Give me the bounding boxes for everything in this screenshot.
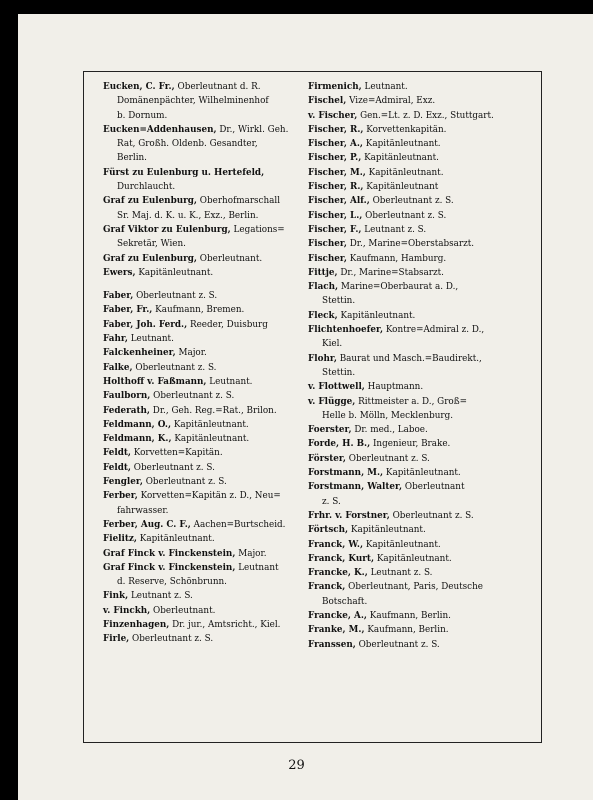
entry-name: Francke, A., [308,610,367,621]
entry-name: Flichtenhoefer, [308,325,384,336]
directory-entry [308,180,516,194]
entry-first-line [103,632,291,646]
directory-entry [103,252,291,266]
entry-first-line [103,547,291,561]
directory-entry [103,318,291,332]
directory-entry [103,618,291,632]
entry-detail: Oberleutnant z. S. [135,362,217,373]
entry-name: Franck, W., [308,539,364,550]
directory-entry [308,538,516,552]
entry-first-line [308,123,516,137]
entry-first-line [308,352,516,366]
entry-name: v. Flügge, [308,396,356,407]
entry-first-line [308,538,516,552]
entry-first-line [308,380,516,394]
entry-first-line [308,194,516,208]
entry-name: Federath, [103,405,150,416]
entry-first-line [308,151,516,165]
entry-first-line [308,509,516,523]
entry-continuation: Domänenpächter, Wilhelminenhof [117,96,269,107]
entry-first-line [103,589,291,603]
entry-detail: Kapitänleutnant. [368,167,444,178]
entry-detail: Gen.=Lt. z. D. Exz., Stuttgart. [360,110,494,121]
entry-detail: Oberleutnant, Paris, Deutsche [348,582,483,593]
entry-detail: Kaufmann, Hamburg. [349,253,447,264]
entry-detail: Kapitänleutnant. [138,267,214,278]
entry-detail: Oberleutnant z. S. [153,391,235,402]
entry-detail: Kapitänleutnant. [340,310,416,321]
directory-entry [308,509,516,523]
directory-entry [103,166,291,195]
directory-entry [308,566,516,580]
directory-entry [308,280,516,309]
entry-first-line [103,223,291,237]
directory-entry [308,166,516,180]
entry-name: Foerster, [308,425,352,436]
entry-continuation: Botschaft. [322,596,368,607]
directory-entry [308,395,516,424]
entry-gap [103,280,291,289]
entry-name: Holthoff v. Faßmann, [103,376,207,387]
entry-name: Fittje, [308,267,338,278]
entry-name: Fischer, [308,253,347,264]
entry-continuation: Durchlaucht. [117,182,176,193]
entry-first-line [103,166,291,180]
entry-first-line [103,80,291,94]
directory-entry [103,475,291,489]
entry-continuation: fahrwasser. [117,505,169,516]
entry-first-line [103,432,291,446]
entry-first-line [308,223,516,237]
entry-detail: Dr. med., Laboe. [354,425,428,436]
entry-detail: Kaufmann, Berlin. [369,610,451,621]
entry-name: Fink, [103,591,129,602]
directory-entry [103,223,291,252]
directory-entry [308,123,516,137]
entry-first-line [103,446,291,460]
entry-name: Ferber, Aug. C. F., [103,519,191,530]
directory-entry [308,137,516,151]
entry-detail: Marine=Oberbaurat a. D., [340,282,459,293]
entry-detail: Oberleutnant z. S. [348,453,430,464]
entry-detail: Oberleutnant z. S. [392,510,474,521]
entry-continuation: Rat, Großh. Oldenb. Gesandter, [117,139,258,150]
entry-name: Graf Viktor zu Eulenburg, [103,224,231,235]
entry-first-line [103,518,291,532]
entry-detail: Ingenieur, Brake. [372,439,451,450]
entry-name: v. Finckh, [103,605,151,616]
entry-first-line [308,252,516,266]
directory-entry [308,623,516,637]
directory-entry [103,547,291,561]
entry-first-line [103,404,291,418]
entry-detail: Leutnant. [130,334,174,345]
entry-first-line [103,289,291,303]
entry-name: Feldt, [103,448,131,459]
directory-entry [103,418,291,432]
directory-entry [103,194,291,223]
entry-name: Förster, [308,453,346,464]
entry-name: v. Fischer, [308,110,358,121]
entry-name: Franck, Kurt, [308,553,375,564]
entry-detail: Dr., Wirkl. Geh. [219,124,289,135]
directory-entry [103,461,291,475]
directory-entry [103,561,291,590]
entry-detail: Korvettenkapitän. [366,124,447,135]
entry-detail: Major. [238,548,267,559]
entry-detail: Leutnant. [364,82,408,92]
entry-first-line [308,266,516,280]
directory-entry [103,375,291,389]
entry-first-line [103,561,291,575]
entry-name: Franke, M., [308,625,365,636]
entry-first-line [308,638,516,652]
entry-first-line [103,418,291,432]
directory-entry [103,518,291,532]
directory-entry [103,332,291,346]
entry-name: Fengler, [103,477,143,488]
entry-detail: Korvetten=Kapitän. [133,448,223,459]
directory-entry [308,194,516,208]
directory-entry [103,266,291,280]
entry-detail: Reeder, Duisburg [189,319,268,330]
directory-entry [308,452,516,466]
entry-name: Frhr. v. Forstner, [308,510,390,521]
entry-name: Fischer, [308,239,347,250]
page-number: 29 [288,758,305,773]
entry-detail: Leutnant. [209,376,253,387]
entry-detail: Baurat und Masch.=Baudirekt., [339,353,482,364]
entry-name: Feldmann, O., [103,419,172,430]
entry-detail: Kapitänleutnant. [376,553,452,564]
entry-detail: Kapitänleutnant. [365,539,441,550]
entry-name: Ferber, [103,491,138,502]
entry-name: Falke, [103,362,133,373]
directory-entry [103,80,291,123]
entry-detail: Kapitänleutnant. [139,534,215,545]
entry-detail: Kaufmann, Berlin. [367,625,449,636]
entry-first-line [308,137,516,151]
entry-name: Fischer, L., [308,210,363,221]
entry-detail: Kapitänleutnant. [350,525,426,536]
entry-first-line [103,361,291,375]
entry-name: Firmenich, [308,82,362,92]
directory-entry [308,151,516,165]
entry-detail: Kapitänleutnant. [364,153,439,164]
entry-detail: Leutnant z. S. [364,224,427,235]
directory-entry [308,266,516,280]
entry-name: Faulborn, [103,391,151,402]
entry-detail: Oberleutnant. [199,253,263,264]
entry-first-line [103,489,291,503]
entry-name: Graf Finck v. Finckenstein, [103,548,236,559]
entry-name: Fischer, R., [308,182,364,193]
entry-detail: Oberhofmarschall [199,196,281,207]
entry-first-line [103,618,291,632]
entry-name: Graf zu Eulenburg, [103,196,197,207]
entry-first-line [308,80,516,94]
entry-name: Finzenhagen, [103,619,170,630]
entry-first-line [308,523,516,537]
entry-name: Forstmann, Walter, [308,482,403,493]
entry-detail: Vize=Admiral, Exz. [349,96,436,107]
directory-entry [103,604,291,618]
entry-first-line [308,237,516,251]
entry-first-line [103,123,291,137]
entry-detail: Oberleutnant z. S. [358,639,440,650]
entry-first-line [103,475,291,489]
entry-first-line [308,395,516,409]
entry-detail: Dr. jur., Amtsricht., Kiel. [172,619,281,630]
entry-detail: Kapitänleutnant. [365,139,441,150]
directory-entry [103,289,291,303]
entry-detail: Kapitänleutnant. [385,468,461,479]
directory-entry [103,432,291,446]
entry-name: Fischer, R., [308,124,364,135]
entry-first-line [308,180,516,194]
entry-continuation: Stettin. [322,367,356,378]
directory-entry [308,437,516,451]
entry-continuation: z. S. [322,496,341,507]
directory-entry [308,552,516,566]
entry-continuation: Helle b. Mölln, Mecklenburg. [322,410,454,421]
entry-detail: Dr., Marine=Stabsarzt. [340,267,444,278]
left-column [103,80,291,647]
entry-detail: Aachen=Burtscheid. [193,519,286,530]
entry-name: Fischer, F., [308,224,362,235]
entry-name: Fleck, [308,310,338,321]
entry-first-line [103,461,291,475]
entry-first-line [308,566,516,580]
entry-first-line [308,323,516,337]
entry-first-line [308,580,516,594]
directory-entry [308,352,516,381]
entry-detail: Korvetten=Kapitän z. D., Neu= [140,491,281,502]
entry-continuation: d. Reserve, Schönbrunn. [117,577,227,588]
entry-first-line [103,604,291,618]
entry-detail: Leutnant z. S. [370,568,433,579]
directory-entry [308,252,516,266]
directory-entry [308,580,516,609]
entry-detail: Kapitänleutnant. [173,419,249,430]
entry-continuation: b. Dornum. [117,110,168,121]
entry-name: v. Flottwell, [308,382,365,393]
entry-name: Flach, [308,282,339,293]
entry-detail: Oberleutnant z. S. [145,477,227,488]
entry-continuation: Berlin. [117,153,147,164]
entry-first-line [103,332,291,346]
directory-entry [308,323,516,352]
entry-name: Feldmann, K., [103,434,172,445]
entry-name: Feldt, [103,462,131,473]
entry-name: Fischer, M., [308,167,366,178]
entry-name: Faber, [103,291,134,302]
entry-detail: Kaufmann, Bremen. [155,305,245,316]
entry-name: Fürst zu Eulenburg u. Hertefeld, [103,167,265,178]
directory-entry [308,80,516,94]
entry-name: Flohr, [308,353,337,364]
directory-entry [308,466,516,480]
entry-name: Franck, [308,582,346,593]
entry-first-line [308,109,516,123]
entry-detail: Oberleutnant. [153,605,216,616]
entry-detail: Kapitänleutnant. [174,434,250,445]
directory-entry [308,223,516,237]
entry-name: Fischer, Alf., [308,196,370,207]
entry-name: Förtsch, [308,525,349,536]
entry-detail: Dr., Marine=Oberstabsarzt. [349,239,475,250]
entry-name: Fischer, P., [308,153,362,164]
entry-name: Eucken, C. Fr., [103,82,175,92]
entry-detail: Kontre=Admiral z. D., [385,325,485,336]
entry-detail: Oberleutnant z. S. [133,462,215,473]
entry-first-line [308,437,516,451]
directory-entry [308,94,516,108]
entry-first-line [103,252,291,266]
entry-detail: Dr., Geh. Reg.=Rat., Brilon. [152,405,277,416]
entry-first-line [308,609,516,623]
entry-detail: Oberleutnant z. S. [132,634,214,645]
directory-entry [103,123,291,166]
directory-entry [103,446,291,460]
entry-name: Firle, [103,634,130,645]
directory-entry [103,532,291,546]
entry-detail: Kapitänleutnant [366,182,439,193]
entry-detail: Oberleutnant [404,482,465,493]
entry-first-line [308,280,516,294]
entry-first-line [103,532,291,546]
entry-detail: Hauptmann. [367,382,424,393]
entry-first-line [308,466,516,480]
entry-detail: Rittmeister a. D., Groß= [358,396,467,407]
entry-name: Graf zu Eulenburg, [103,253,197,264]
entry-detail: Oberleutnant z. S. [372,196,454,207]
entry-continuation: Sekretär, Wien. [117,239,186,250]
directory-entry [103,303,291,317]
entry-detail: Oberleutnant d. R. [177,82,261,92]
entry-name: Franssen, [308,639,356,650]
entry-name: Falckenheiner, [103,348,176,359]
entry-name: Ewers, [103,267,136,278]
entry-name: Fischel, [308,96,347,107]
entry-first-line [103,375,291,389]
directory-entry [308,423,516,437]
entry-first-line [308,452,516,466]
entry-first-line [103,266,291,280]
entry-detail: Leutnant z. S. [130,591,193,602]
directory-entry [308,309,516,323]
entry-name: Faber, Joh. Ferd., [103,319,188,330]
entry-first-line [308,623,516,637]
directory-entry [308,380,516,394]
entry-name: Forstmann, M., [308,468,384,479]
entry-detail: Leutnant [238,562,279,573]
directory-entry [308,523,516,537]
entry-continuation: Stettin. [322,296,356,307]
directory-entry [103,589,291,603]
entry-detail: Oberleutnant z. S. [365,210,447,221]
directory-entry [308,609,516,623]
entry-first-line [308,166,516,180]
directory-entry [103,404,291,418]
entry-first-line [308,552,516,566]
entry-first-line [103,194,291,208]
directory-entry [103,361,291,375]
entry-first-line [308,423,516,437]
entry-first-line [103,303,291,317]
entry-first-line [103,346,291,360]
entry-first-line [308,94,516,108]
entry-name: Fielitz, [103,534,137,545]
entry-continuation: Sr. Maj. d. K. u. K., Exz., Berlin. [117,210,259,221]
right-column [308,80,516,652]
entry-detail: Oberleutnant z. S. [136,291,218,302]
entry-name: Graf Finck v. Finckenstein, [103,562,236,573]
entry-name: Faber, Fr., [103,305,153,316]
directory-entry [308,237,516,251]
directory-entry [103,346,291,360]
entry-name: Francke, K., [308,568,368,579]
entry-first-line [308,480,516,494]
directory-entry [103,632,291,646]
entry-first-line [103,389,291,403]
directory-entry [103,489,291,518]
directory-entry [103,389,291,403]
entry-name: Fischer, A., [308,139,363,150]
directory-entry [308,209,516,223]
directory-entry [308,638,516,652]
directory-entry [308,480,516,509]
entry-continuation: Kiel. [322,339,343,350]
entry-name: Eucken=Addenhausen, [103,124,217,135]
entry-first-line [308,309,516,323]
directory-entry [308,109,516,123]
entry-first-line [308,209,516,223]
entry-detail: Major. [178,348,207,359]
entry-detail: Legations= [233,224,285,235]
entry-name: Fahr, [103,334,128,345]
entry-first-line [103,318,291,332]
entry-name: Forde, H. B., [308,439,371,450]
